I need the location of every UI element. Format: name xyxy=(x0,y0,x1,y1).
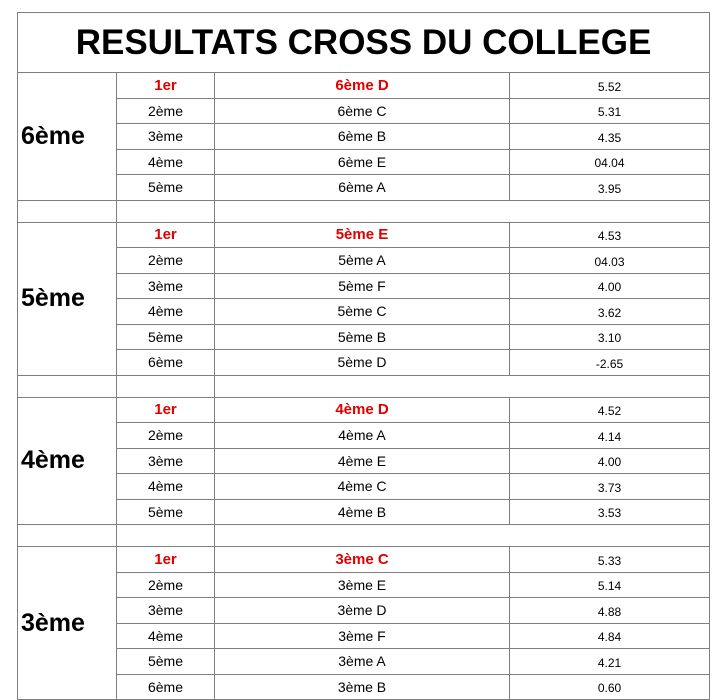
rank-cell: 4ème xyxy=(117,623,215,649)
table-row xyxy=(18,423,710,449)
group-label: 4ème xyxy=(18,397,117,525)
score-cell: 3.62 xyxy=(510,299,710,325)
score-cell: 4.35 xyxy=(510,124,710,150)
table-row xyxy=(18,474,710,500)
class-cell: 5ème B xyxy=(215,324,510,350)
table-row xyxy=(18,397,710,423)
rank-cell: 3ème xyxy=(117,598,215,624)
table-row xyxy=(18,674,710,700)
title-row xyxy=(18,13,710,73)
rank-cell: 6ème xyxy=(117,674,215,700)
class-cell: 3ème B xyxy=(215,674,510,700)
class-cell: 5ème A xyxy=(215,248,510,274)
spacer-cell xyxy=(215,375,710,397)
class-cell: 6ème A xyxy=(215,175,510,201)
class-cell: 5ème E xyxy=(215,222,510,248)
table-row xyxy=(18,598,710,624)
spacer-cell xyxy=(215,525,710,547)
table-row xyxy=(18,98,710,124)
score-cell: 4.14 xyxy=(510,423,710,449)
spacer-cell xyxy=(117,375,215,397)
table-row xyxy=(18,623,710,649)
table-row xyxy=(18,299,710,325)
score-cell: 5.33 xyxy=(510,547,710,573)
rank-cell: 2ème xyxy=(117,98,215,124)
table-row xyxy=(18,248,710,274)
page-title: RESULTATS CROSS DU COLLEGE xyxy=(18,13,710,73)
rank-cell: 2ème xyxy=(117,572,215,598)
score-cell: 04.03 xyxy=(510,248,710,274)
score-cell: 4.00 xyxy=(510,273,710,299)
rank-cell: 3ème xyxy=(117,448,215,474)
class-cell: 5ème D xyxy=(215,350,510,376)
rank-cell: 5ème xyxy=(117,499,215,525)
class-cell: 3ème E xyxy=(215,572,510,598)
table-row xyxy=(18,324,710,350)
rank-cell: 1er xyxy=(117,397,215,423)
score-cell: 3.10 xyxy=(510,324,710,350)
score-cell: 4.84 xyxy=(510,623,710,649)
rank-cell: 5ème xyxy=(117,324,215,350)
rank-cell: 5ème xyxy=(117,649,215,675)
score-cell: 3.73 xyxy=(510,474,710,500)
score-cell: 5.52 xyxy=(510,73,710,99)
score-cell: 3.53 xyxy=(510,499,710,525)
rank-cell: 4ème xyxy=(117,149,215,175)
rank-cell: 5ème xyxy=(117,175,215,201)
spacer-cell xyxy=(117,200,215,222)
class-cell: 4ème C xyxy=(215,474,510,500)
rank-cell: 1er xyxy=(117,222,215,248)
spacer-cell xyxy=(18,375,117,397)
class-cell: 4ème A xyxy=(215,423,510,449)
rank-cell: 1er xyxy=(117,547,215,573)
score-cell: 5.14 xyxy=(510,572,710,598)
results-table-body xyxy=(18,13,710,700)
class-cell: 3ème F xyxy=(215,623,510,649)
spacer-cell xyxy=(215,200,710,222)
spacer-row xyxy=(18,375,710,397)
spacer-cell xyxy=(18,200,117,222)
table-row xyxy=(18,448,710,474)
class-cell: 6ème B xyxy=(215,124,510,150)
table-row xyxy=(18,350,710,376)
score-cell: 04.04 xyxy=(510,149,710,175)
table-row xyxy=(18,222,710,248)
class-cell: 3ème D xyxy=(215,598,510,624)
table-row xyxy=(18,124,710,150)
score-cell: -2.65 xyxy=(510,350,710,376)
class-cell: 6ème E xyxy=(215,149,510,175)
class-cell: 4ème B xyxy=(215,499,510,525)
score-cell: 4.21 xyxy=(510,649,710,675)
class-cell: 6ème C xyxy=(215,98,510,124)
class-cell: 5ème C xyxy=(215,299,510,325)
spacer-cell xyxy=(117,525,215,547)
table-row xyxy=(18,547,710,573)
score-cell: 4.53 xyxy=(510,222,710,248)
rank-cell: 6ème xyxy=(117,350,215,376)
spacer-row xyxy=(18,525,710,547)
score-cell: 3.95 xyxy=(510,175,710,201)
class-cell: 4ème D xyxy=(215,397,510,423)
rank-cell: 4ème xyxy=(117,474,215,500)
rank-cell: 2ème xyxy=(117,248,215,274)
table-row xyxy=(18,73,710,99)
group-label: 5ème xyxy=(18,222,117,375)
class-cell: 4ème E xyxy=(215,448,510,474)
score-cell: 4.52 xyxy=(510,397,710,423)
score-cell: 4.00 xyxy=(510,448,710,474)
results-table xyxy=(17,12,710,700)
rank-cell: 3ème xyxy=(117,273,215,299)
group-label: 6ème xyxy=(18,73,117,201)
spacer-row xyxy=(18,200,710,222)
class-cell: 5ème F xyxy=(215,273,510,299)
score-cell: 0.60 xyxy=(510,674,710,700)
table-row xyxy=(18,273,710,299)
spacer-cell xyxy=(18,525,117,547)
group-label: 3ème xyxy=(18,547,117,700)
table-row xyxy=(18,649,710,675)
table-row xyxy=(18,572,710,598)
class-cell: 3ème A xyxy=(215,649,510,675)
table-row xyxy=(18,175,710,201)
rank-cell: 3ème xyxy=(117,124,215,150)
table-row xyxy=(18,499,710,525)
rank-cell: 4ème xyxy=(117,299,215,325)
rank-cell: 1er xyxy=(117,73,215,99)
class-cell: 3ème C xyxy=(215,547,510,573)
score-cell: 5.31 xyxy=(510,98,710,124)
table-row xyxy=(18,149,710,175)
class-cell: 6ème D xyxy=(215,73,510,99)
results-sheet xyxy=(17,12,709,700)
rank-cell: 2ème xyxy=(117,423,215,449)
score-cell: 4.88 xyxy=(510,598,710,624)
